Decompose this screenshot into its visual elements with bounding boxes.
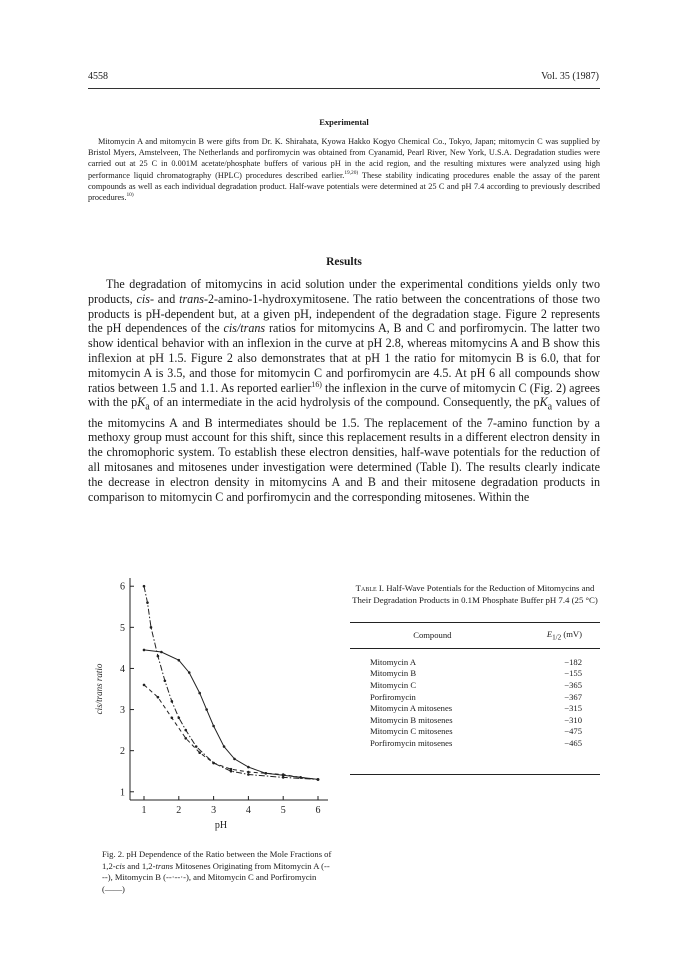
data-point [212, 762, 215, 765]
data-point [171, 700, 174, 703]
potential-cell: −465 [564, 737, 582, 748]
results-paragraph: The degradation of mitomycins in acid solution under the experimental conditions yields only two products, cis- and trans-2-amino-1-hydroxymitosene. The ratio between the concentrations of those two products is pH-dependent but, at a given pH, independent of the degradation stage. Figure 2 represents the pH dependences of the cis/trans ratios for mitomycins A, B and C and porfiromycin. The latter two show identical behavior with an inflexion in the curve at pH 2.8, whereas mitomycins A and B show this inflexion at pH 1.5. Figure 2 also demonstrates that at pH 1 the ratio for mitomycin B is 6.0, that for mitomycin A is 3.5, and those for mitomycin C and porfiromycin are 4.5. At pH 6 all compounds show ratios between 1.5 and 1.1. As reported earlier$^{16)}$ the inflexion in the curve of mitomycin C (Fig. 2) agrees with the $pK_a$ of an intermediate in the acid hydrolysis of the compound. Consequently, the $pK_a$ values of the mitomycins A and B intermediates should be 1.5. The replacement of the 7-amino function by a methoxy group must account for this shift, since this replacement results in a different electron density in the chromophoric system. To establish these electron densities, half-wave potentials for the reduction of all mitosanes and mitosenes under investigation were determined (Table I). The results clearly indicate the decrease in electron density in mitomycins A and B and their mitosene degradation products in comparison to mitomycin C and porfiromycin and the corresponding mitosenes. Within the [88, 277, 601, 504]
data-point [317, 778, 320, 781]
y-tick-label: 4 [120, 663, 125, 675]
x-tick-label: 2 [176, 805, 182, 816]
compound-cell: Porfiromycin mitosenes [370, 737, 453, 748]
potential-cell: −315 [564, 703, 582, 714]
compound-cell: Porfiromycin [370, 691, 416, 702]
table-row [350, 692, 600, 704]
x-tick-label: 4 [245, 805, 251, 816]
figure-caption: Fig. 2. pH Dependence of the Ratio between the Mole Fractions of 1,2-cis and 1,2-trans Mitosenes Originating from Mitomycin A (----), Mitomycin B (--·--·-), and Mitomycin C and Porfiromycin (——) [102, 849, 332, 894]
table-row [350, 668, 600, 680]
data-point [143, 684, 146, 687]
compound-cell: Mitomycin C [370, 679, 417, 690]
compound-cell: Mitomycin A [370, 656, 417, 667]
potential-cell: −155 [564, 668, 582, 679]
data-point [188, 671, 191, 674]
series-line [144, 586, 318, 779]
series-line [144, 685, 318, 780]
compound-cell: Mitomycin A mitosenes [370, 703, 453, 714]
potential-cell: −310 [564, 714, 582, 725]
experimental-paragraph: Mitomycin A and mitomycin B were gifts from Dr. K. Shirahata, Kyowa Hakko Kogyo Chemical Co., Tokyo, Japan; mitomycin C was supplied by Bristol Myers, Amstelveen, The Netherlands and porfiromycin was obtained from Cyanamid, Pearl River, New York, U.S.A. Degradation studies were carried out at 25 C in 0.001M acetate/phosphate buffers of various pH in the acid region, and the resulting mixtures were analyzed using high performance liquid chromatography (HPLC) procedures described earlier.$^{19,20)}$ These stability indicating procedures enable the assay of the parent compounds as well as each individual degradation product. Half-wave potentials were determined at 25 C and pH 7.4 according to previously described procedures.$^{10)}$ [88, 137, 600, 203]
data-point [247, 771, 250, 774]
series-line [144, 650, 318, 780]
y-axis-label: cis/trans ratio [94, 663, 104, 715]
data-point [282, 774, 285, 777]
half-wave-potential-table [350, 622, 600, 749]
data-point [164, 679, 167, 682]
potential-cell: −182 [564, 656, 582, 667]
compound-cell: Mitomycin B mitosenes [370, 714, 453, 725]
data-point [178, 716, 181, 719]
compound-cell: Mitomycin C mitosenes [370, 726, 453, 737]
journal-volume: Vol. 35 (1987) [541, 71, 599, 82]
data-point [265, 772, 268, 775]
data-point [150, 626, 153, 629]
y-tick-label: 6 [120, 581, 125, 593]
ph-dependence-chart [88, 572, 338, 832]
y-tick-label: 2 [120, 746, 125, 758]
header-rule [88, 88, 600, 89]
data-point [184, 729, 187, 732]
x-axis-label: pH [214, 820, 228, 831]
data-point [247, 766, 250, 769]
experimental-heading: Experimental [319, 117, 369, 127]
page-number: 4558 [88, 71, 108, 82]
results-heading: Results [326, 256, 362, 268]
data-point [143, 649, 146, 652]
y-tick-label: 3 [120, 705, 125, 717]
data-point [230, 770, 233, 773]
table-bottom-rule [350, 774, 600, 775]
x-tick-label: 6 [315, 805, 321, 816]
data-point [143, 585, 146, 588]
table-row [350, 703, 600, 715]
potential-cell: −365 [564, 679, 582, 690]
table-header-row [350, 623, 600, 649]
data-point [212, 725, 215, 728]
data-point [146, 601, 149, 604]
data-point [157, 655, 160, 658]
data-point [195, 745, 198, 748]
table-row [350, 680, 600, 692]
data-point [160, 651, 163, 654]
y-tick-label: 5 [120, 622, 125, 634]
data-point [171, 716, 174, 719]
x-tick-label: 1 [141, 805, 147, 816]
data-point [233, 758, 236, 761]
table-row [350, 715, 600, 727]
x-tick-label: 5 [280, 805, 286, 816]
data-point [178, 659, 181, 662]
running-header [88, 71, 599, 85]
data-point [157, 696, 160, 699]
table-row [350, 726, 600, 738]
data-point [247, 773, 250, 776]
data-point [299, 776, 302, 779]
column-header-e12: $E_{1/2}$ (mV) [515, 623, 600, 649]
y-tick-label: 1 [120, 787, 125, 799]
data-point [184, 737, 187, 740]
table-row [350, 648, 600, 668]
potential-cell: −475 [564, 726, 582, 737]
potential-cell: −367 [564, 691, 582, 702]
table-caption: Table I. Half-Wave Potentials for the Reduction of Mitomycins and Their Degradation Products in 0.1M Phosphate Buffer pH 7.4 (25 °C) [352, 583, 598, 605]
column-header-compound: Compound [350, 623, 515, 649]
data-point [223, 745, 226, 748]
data-point [198, 751, 201, 754]
compound-cell: Mitomycin B [370, 668, 417, 679]
table-row [350, 738, 600, 750]
x-tick-label: 3 [211, 805, 217, 816]
data-point [205, 708, 208, 711]
data-point [198, 692, 201, 695]
